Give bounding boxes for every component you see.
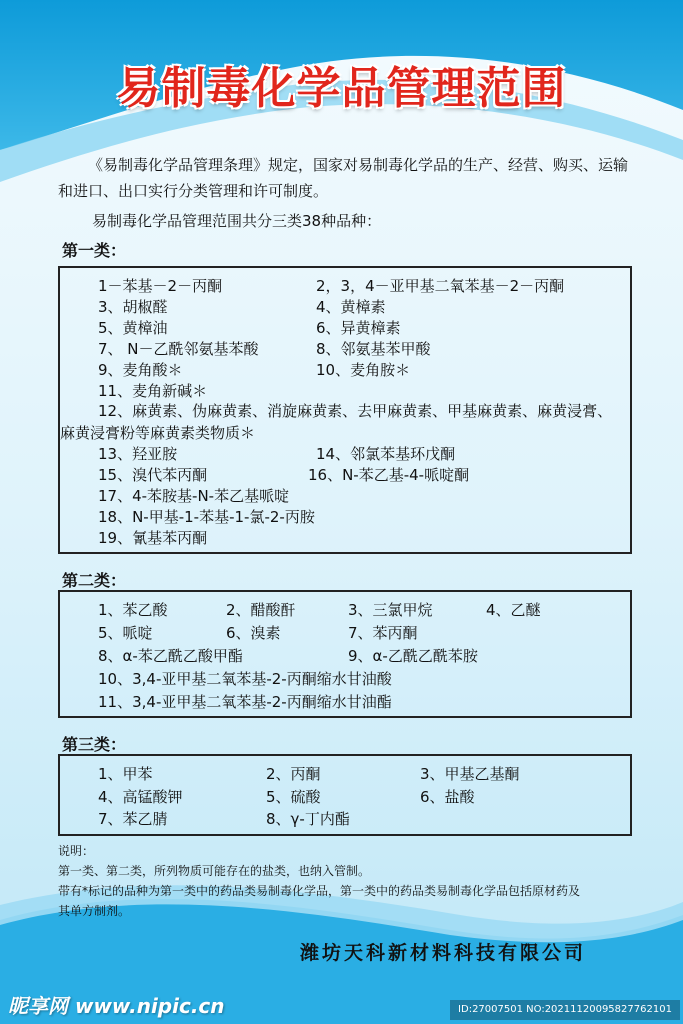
list-item: 4、乙醚 [486,601,541,619]
list-item: 1、苯乙酸 [98,601,168,619]
list-item: 15、溴代苯丙酮 [98,466,208,484]
list-item: 11、3,4-亚甲基二氧苯基-2-丙酮缩水甘油酯 [98,693,392,711]
list-item: 17、4-苯胺基-N-苯乙基哌啶 [98,487,290,505]
list-item: 1－苯基－2－丙酮 [98,277,223,295]
list-item: 7、苯丙酮 [348,624,418,642]
list-item: 5、黄樟油 [98,319,168,337]
list-item: 8、α-苯乙酰乙酸甲酯 [98,647,243,665]
list-item: 2、醋酸酐 [226,601,296,619]
note-line: 带有*标记的品种为第一类中的药品类易制毒化学品，第一类中的药品类易制毒化学品包括原材药及 [58,884,581,898]
class1-label: 第一类： [62,241,127,260]
list-item: 13、羟亚胺 [98,445,178,463]
list-item: 16、N-苯乙基-4-哌啶酮 [308,466,470,484]
list-item: 10、3,4-亚甲基二氧苯基-2-丙酮缩水甘油酸 [98,670,392,688]
list-item: 8、邻氨基苯甲酸 [316,340,431,358]
class3-label: 第三类： [62,735,127,754]
list-item: 11、麦角新碱＊ [98,382,208,400]
list-item: 14、邻氯苯基环戊酮 [316,445,456,463]
intro-summary: 易制毒化学品管理范围共分三类38种品种： [92,212,382,230]
page-title: 易制毒化学品管理范围 [116,63,567,114]
list-item: 1、甲苯 [98,765,153,783]
intro-paragraph: 《易制毒化学品管理条理》规定，国家对易制毒化学品的生产、经营、购买、运输和进口、出口实行分类管理和许可制度。 [58,156,629,200]
list-item: 5、硫酸 [266,788,321,806]
list-item: 12、麻黄素、伪麻黄素、消旋麻黄素、去甲麻黄素、甲基麻黄素、麻黄浸膏、麻黄浸膏粉等麻黄素类物质＊ [60,402,613,442]
list-item: 2、丙酮 [266,765,321,783]
watermark-id: ID:27007501 NO:20211120095827762101 [450,1000,680,1020]
list-item: 4、黄樟素 [316,298,386,316]
list-item: 4、高锰酸钾 [98,788,183,806]
note-line: 第一类、第二类，所列物质可能存在的盐类，也纳入管制。 [58,864,371,878]
list-item: 19、氰基苯丙酮 [98,529,208,547]
list-item: 10、麦角胺＊ [316,361,411,379]
list-item: 18、N-甲基-1-苯基-1-氯-2-丙胺 [98,508,315,526]
list-item: 2，3，4－亚甲基二氧苯基－2－丙酮 [316,277,565,295]
list-item: 3、胡椒醛 [98,298,168,316]
list-item: 9、α-乙酰乙酰苯胺 [348,647,478,665]
note-line: 其单方制剂。 [58,904,131,918]
list-item: 6、异黄樟素 [316,319,401,337]
list-item: 6、溴素 [226,624,281,642]
company-name: 潍坊天科新材料科技有限公司 [300,942,587,964]
list-item: 5、哌啶 [98,624,153,642]
list-item: 7、 N－乙酰邻氨基苯酸 [98,340,259,358]
list-item: 8、γ-丁内酯 [266,810,350,828]
notes-heading: 说明： [58,844,95,858]
list-item: 6、盐酸 [420,788,475,806]
list-item: 7、苯乙腈 [98,810,168,828]
watermark-logo: 昵享网 www.nipic.cn [8,994,225,1018]
list-item: 9、麦角酸＊ [98,361,183,379]
list-item: 3、三氯甲烷 [348,601,433,619]
list-item: 3、甲基乙基酮 [420,765,520,783]
class2-label: 第二类： [62,571,127,590]
